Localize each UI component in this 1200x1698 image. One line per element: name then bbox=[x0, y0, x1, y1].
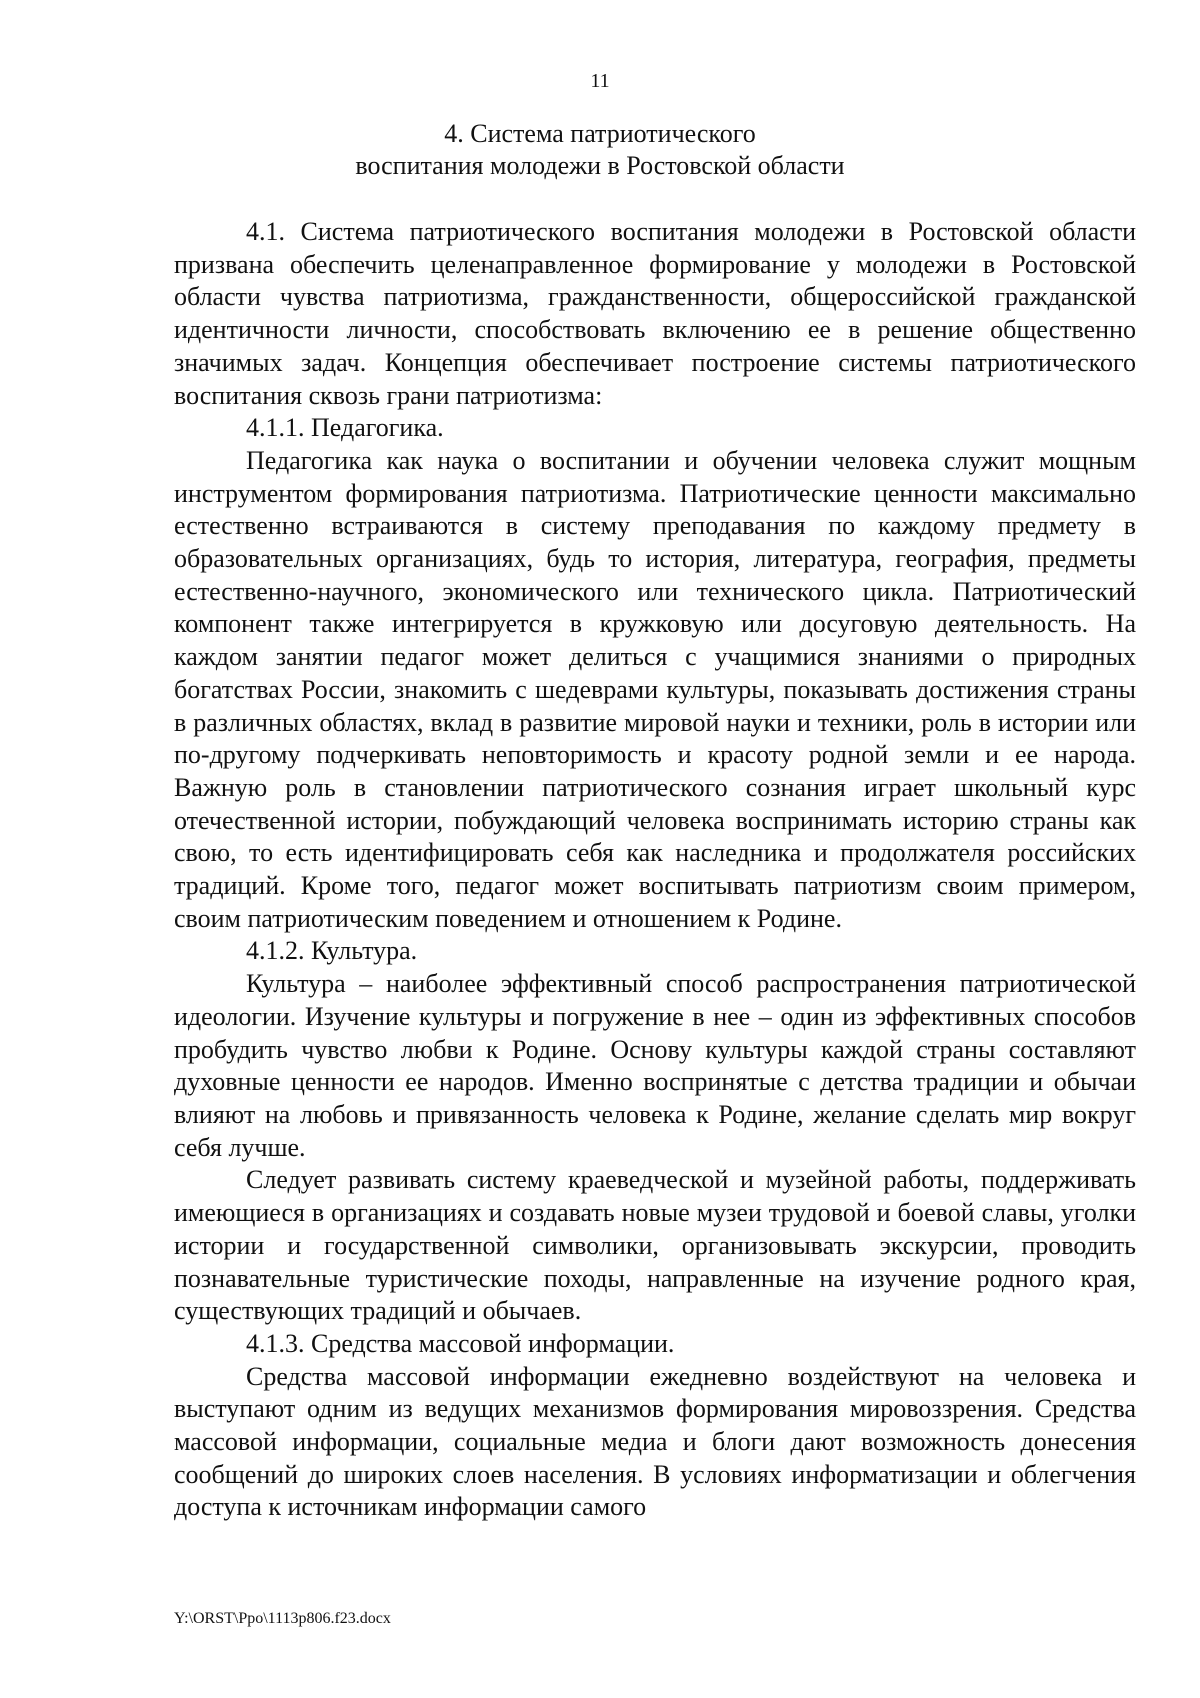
section-heading-line-2: воспитания молодежи в Ростовской области bbox=[355, 151, 845, 180]
footer-file-path: Y:\ORST\Ppo\1113p806.f23.docx bbox=[174, 1610, 391, 1627]
paragraph-4-1: 4.1. Система патриотического воспитания молодежи в Ростовской области призвана обеспечить целенаправленное формирование у молодежи в Ростовской области чувства патриотизма, гражданственности, общероссийской гражданской идентичности личности, способствовать включению ее в решение общественно значимых задач. Концепция обеспечивает построение системы патриотического воспитания сквозь грани патриотизма: bbox=[174, 217, 1136, 410]
subheading-4-1-2: 4.1.2. Культура. bbox=[246, 936, 418, 966]
document-body bbox=[174, 216, 1136, 1524]
page-number: 11 bbox=[590, 70, 610, 92]
subheading-4-1-1: 4.1.1. Педагогика. bbox=[246, 413, 444, 443]
paragraph-museum-work: Следует развивать систему краеведческой и музейной работы, поддерживать имеющиеся в организациях и создавать новые музеи трудовой и боевой славы, уголки истории и государственной символики, организовывать экскурсии, проводить познавательные туристические походы, направленные на изучение родного края, существующих традиций и обычаев. bbox=[174, 1165, 1136, 1326]
paragraph-pedagogy: Педагогика как наука о воспитании и обучении человека служит мощным инструментом формирования патриотизма. Патриотические ценности максимально естественно встраиваются в систему преподавания по каждому предмету в образовательных организациях, будь то история, литература, география, предметы естественно-научного, экономического или технического цикла. Патриотический компонент также интегрируется в кружковую или досуговую деятельность. На каждом занятии педагог может делиться с учащимися знаниями о природных богатствах России, знакомить с шедеврами культуры, показывать достижения страны в различных областях, вклад в развитие мировой науки и техники, роль в истории или по-другому подчеркивать неповторимость и красоту родной земли и ее народа. Важную роль в становлении патриотического сознания играет школьный курс отечественной истории, побуждающий человека воспринимать историю страны как свою, то есть идентифицировать себя как наследника и продолжателя российских традиций. Кроме того, педагог может воспитывать патриотизм своим примером, своим патриотическим поведением и отношением к Родине. bbox=[174, 445, 1136, 933]
section-heading-line-1: 4. Система патриотического bbox=[444, 119, 756, 148]
paragraph-culture: Культура – наиболее эффективный способ распространения патриотической идеологии. Изучение культуры и погружение в нее – один из эффективных способов пробудить чувство любви к Родине. Основу культуры каждой страны составляют духовные ценности ее народов. Именно воспринятые с детства традиции и обычаи влияют на любовь и привязанность человека к Родине, желание сделать мир вокруг себя лучше. bbox=[174, 969, 1136, 1162]
paragraph-mass-media: Средства массовой информации ежедневно воздействуют на человека и выступают одним из ведущих механизмов формирования мировоззрения. Средства массовой информации, социальные медиа и блоги дают возможность донесения сообщений до широких слоев населения. В условиях информатизации и облегчения доступа к источникам информации самого bbox=[174, 1361, 1136, 1522]
subheading-4-1-3: 4.1.3. Средства массовой информации. bbox=[246, 1328, 675, 1358]
section-heading bbox=[0, 118, 1200, 182]
